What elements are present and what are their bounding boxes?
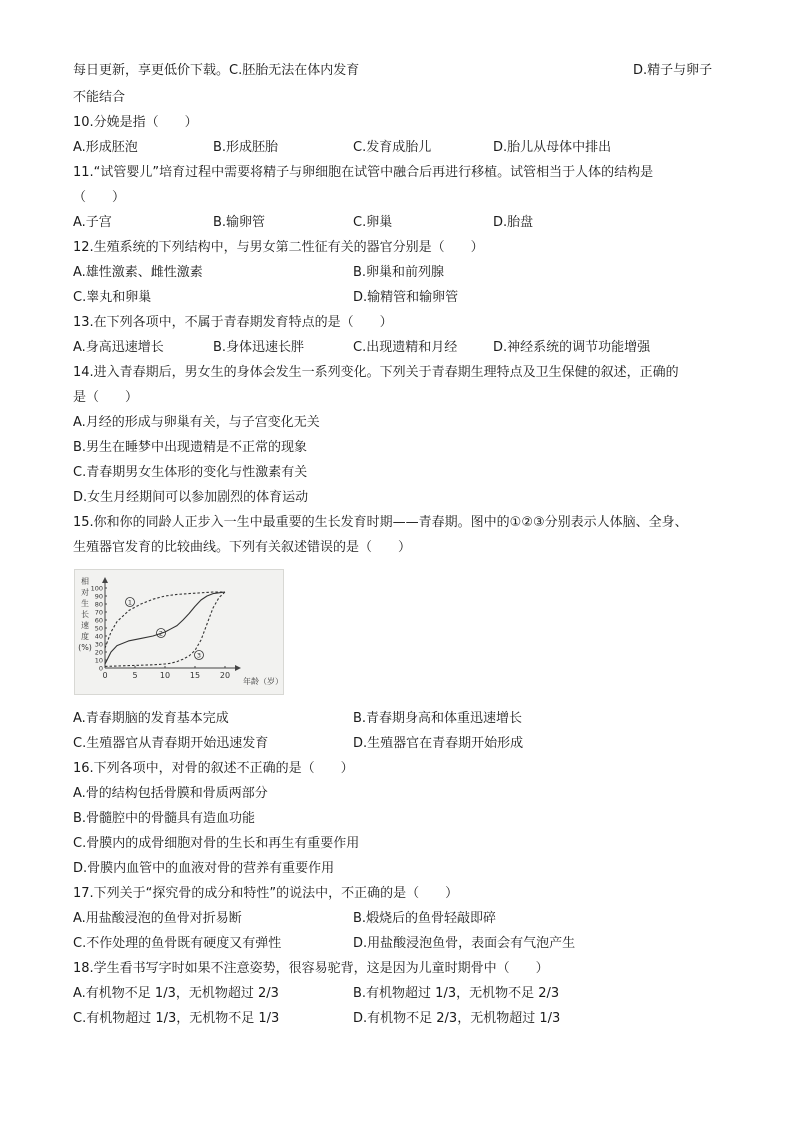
q15-option-b[interactable]: B.青春期身高和体重迅速增长 [353, 711, 523, 726]
q18-option-d[interactable]: D.有机物不足 2/3，无机物超过 1/3 [353, 1011, 561, 1026]
y-axis-label-char: 度 [81, 632, 89, 641]
q14-option-d[interactable]: D.女生月经期间可以参加剧烈的体育运动 [73, 490, 309, 505]
series-label-1: 1 [127, 598, 133, 607]
y-axis-label-char: (%) [78, 643, 92, 652]
y-tick-label: 70 [94, 608, 103, 617]
q15-option-a[interactable]: A.青春期脑的发育基本完成 [73, 711, 229, 726]
top-option-d-cont: 不能结合 [73, 90, 126, 105]
growth-chart-svg [75, 570, 283, 694]
q16-option-c[interactable]: C.骨膜内的成骨细胞对骨的生长和再生有重要作用 [73, 836, 360, 851]
q10-option-c[interactable]: C.发育成胎儿 [353, 140, 432, 155]
q17-option-c[interactable]: C.不作处理的鱼骨既有硬度又有弹性 [73, 936, 282, 951]
q13-option-d[interactable]: D.神经系统的调节功能增强 [493, 340, 651, 355]
y-tick-label: 10 [94, 656, 103, 665]
q12-option-a[interactable]: A.雄性激素、雌性激素 [73, 265, 203, 280]
q15-stem-line2: 生殖器官发育的比较曲线。下列有关叙述错误的是（ ） [73, 540, 412, 555]
q10-option-d[interactable]: D.胎儿从母体中排出 [493, 140, 612, 155]
y-axis-arrow [102, 577, 108, 583]
y-axis-label-char: 长 [81, 610, 89, 619]
y-tick-label: 0 [98, 664, 103, 673]
q10-option-b[interactable]: B.形成胚胎 [213, 140, 279, 155]
series-line-1 [105, 592, 225, 648]
q17-option-b[interactable]: B.煅烧后的鱼骨轻敲即碎 [353, 911, 497, 926]
x-tick-label: 0 [102, 671, 108, 680]
q15-option-d[interactable]: D.生殖器官在青春期开始形成 [353, 736, 524, 751]
q12-option-d[interactable]: D.输精管和输卵管 [353, 290, 459, 305]
q16-option-b[interactable]: B.骨髓腔中的骨髓具有造血功能 [73, 811, 256, 826]
q14-option-c[interactable]: C.青春期男女生体形的变化与性激素有关 [73, 465, 308, 480]
y-axis-label-char: 速 [81, 621, 89, 630]
x-axis-label: 年龄（岁） [243, 677, 283, 686]
q15-stem-line1: 15.你和你的同龄人正步入一生中最重要的生长发育时期——青春期。图中的①②③分别表示人体脑、全身、 [73, 515, 688, 530]
q11-stem-line2: （ ） [73, 190, 126, 205]
q17-option-d[interactable]: D.用盐酸浸泡鱼骨，表面会有气泡产生 [353, 936, 576, 951]
growth-chart [74, 569, 284, 695]
q10-option-a[interactable]: A.形成胚泡 [73, 140, 138, 155]
q15-option-c[interactable]: C.生殖器官从青春期开始迅速发育 [73, 736, 269, 751]
y-tick-label: 30 [94, 640, 103, 649]
x-tick-label: 20 [219, 671, 231, 680]
x-tick-label: 10 [159, 671, 171, 680]
y-axis-label-char: 对 [81, 588, 89, 597]
q16-stem: 16.下列各项中，对骨的叙述不正确的是（ ） [73, 761, 354, 776]
q18-option-b[interactable]: B.有机物超过 1/3，无机物不足 2/3 [353, 986, 560, 1001]
q14-option-a[interactable]: A.月经的形成与卵巢有关，与子宫变化无关 [73, 415, 320, 430]
q13-option-a[interactable]: A.身高迅速增长 [73, 340, 164, 355]
y-tick-label: 50 [94, 624, 103, 633]
q18-option-c[interactable]: C.有机物超过 1/3，无机物不足 1/3 [73, 1011, 280, 1026]
y-tick-label: 20 [94, 648, 103, 657]
series-line-2 [105, 592, 225, 664]
q17-stem: 17.下列关于“探究骨的成分和特性”的说法中，不正确的是（ ） [73, 886, 459, 901]
y-axis-label-char: 生 [81, 599, 89, 608]
q11-option-b[interactable]: B.输卵管 [213, 215, 266, 230]
q13-option-c[interactable]: C.出现遗精和月经 [353, 340, 458, 355]
q12-option-b[interactable]: B.卵巢和前列腺 [353, 265, 445, 280]
q12-stem: 12.生殖系统的下列结构中，与男女第二性征有关的器官分别是（ ） [73, 240, 484, 255]
q11-option-d[interactable]: D.胎盘 [493, 215, 534, 230]
x-tick-label: 15 [189, 671, 201, 680]
q14-stem-line2: 是（ ） [73, 390, 139, 405]
series-label-3: 3 [196, 651, 202, 660]
q13-stem: 13.在下列各项中，不属于青春期发育特点的是（ ） [73, 315, 393, 330]
q11-stem-line1: 11.“试管婴儿”培育过程中需要将精子与卵细胞在试管中融合后再进行移植。试管相当于人体的结构是 [73, 165, 654, 180]
q11-option-a[interactable]: A.子宫 [73, 215, 112, 230]
q11-option-c[interactable]: C.卵巢 [353, 215, 393, 230]
q18-option-a[interactable]: A.有机物不足 1/3，无机物超过 2/3 [73, 986, 279, 1001]
y-tick-label: 40 [94, 632, 103, 641]
y-tick-label: 90 [94, 592, 103, 601]
q12-option-c[interactable]: C.睾丸和卵巢 [73, 290, 152, 305]
series-label-2: 2 [158, 629, 164, 638]
q16-option-d[interactable]: D.骨膜内血管中的血液对骨的营养有重要作用 [73, 861, 335, 876]
y-axis-label-char: 相 [81, 577, 89, 586]
y-tick-label: 80 [94, 600, 103, 609]
q16-option-a[interactable]: A.骨的结构包括骨膜和骨质两部分 [73, 786, 268, 801]
q14-stem-line1: 14.进入青春期后，男女生的身体会发生一系列变化。下列关于青春期生理特点及卫生保健的叙述，正确的 [73, 365, 679, 380]
y-tick-label: 100 [90, 584, 103, 593]
q13-option-b[interactable]: B.身体迅速长胖 [213, 340, 305, 355]
x-tick-label: 5 [132, 671, 138, 680]
x-axis-arrow [235, 665, 241, 671]
top-option-c: C.胚胎无法在体内发育 [229, 63, 360, 78]
top-option-d: D.精子与卵子 [633, 63, 713, 78]
top-lead-text: 每日更新，享更低价下载。 [73, 63, 230, 78]
q17-option-a[interactable]: A.用盐酸浸泡的鱼骨对折易断 [73, 911, 242, 926]
top-line [73, 62, 359, 80]
q18-stem: 18.学生看书写字时如果不注意姿势，很容易驼背，这是因为儿童时期骨中（ ） [73, 961, 549, 976]
y-tick-label: 60 [94, 616, 103, 625]
q14-option-b[interactable]: B.男生在睡梦中出现遗精是不正常的现象 [73, 440, 308, 455]
series-line-3 [105, 592, 225, 666]
q10-stem: 10.分娩是指（ ） [73, 115, 198, 130]
